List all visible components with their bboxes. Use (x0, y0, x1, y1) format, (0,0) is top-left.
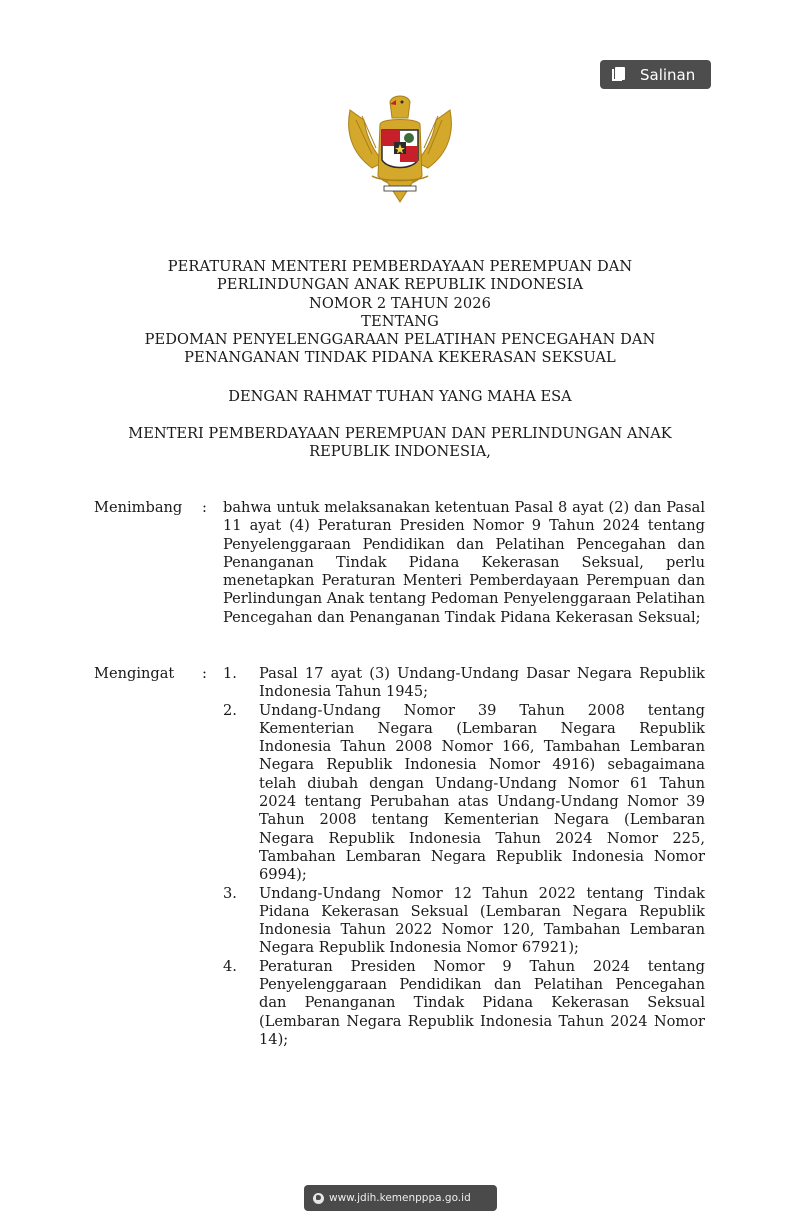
item-number: 4. (223, 957, 237, 975)
invocation: DENGAN RAHMAT TUHAN YANG MAHA ESA (228, 388, 572, 405)
mengingat-label: Mengingat (94, 665, 175, 682)
title-line: PENANGANAN TINDAK PIDANA KEKERASAN SEKSUAL (184, 349, 616, 367)
copy-badge-button[interactable] (600, 60, 711, 89)
title-line: NOMOR 2 TAHUN 2026 (308, 294, 492, 312)
item-text: Pasal 17 ayat (3) Undang-Undang Dasar Negara Republik Indonesia Tahun 1945; (259, 665, 705, 701)
menimbang-section (94, 499, 705, 627)
website-link-badge[interactable] (304, 1185, 497, 1211)
garuda-pancasila-emblem (342, 90, 458, 206)
title-line: PERLINDUNGAN ANAK REPUBLIK INDONESIA (216, 276, 584, 294)
item-text: Undang-Undang Nomor 39 Tahun 2008 tentang Kementerian Negara (Lembaran Negara Republik Indonesia Tahun 2008 Nomor 166, Tambahan Lembaran Negara Republik Indonesia Nomor 4916) sebagaimana telah diubah dengan Undang-Undang Nomor 61 Tahun 2024 tentang Perubahan atas Undang-Undang Nomor 39 Tahun 2008 tentang Kementerian Negara (Lembaran Negara Republik Indonesia Tahun 2024 Nomor 225, Tambahan Lembaran Negara Republik Indonesia Nomor 6994); (259, 701, 705, 884)
regulation-title (0, 258, 800, 368)
item-number: 2. (223, 701, 237, 719)
title-line: TENTANG (361, 312, 439, 330)
menimbang-text: bahwa untuk melaksanakan ketentuan Pasal 8 ayat (2) dan Pasal 11 ayat (4) Peraturan Presiden Nomor 9 Tahun 2024 tentang Penyelenggaraan Pendidikan dan Pelatihan Pencegahan dan Penanganan Tindak Pidana Kekerasan Seksual, perlu menetapkan Peraturan Menteri Pemberdayaan Perempuan dan Perlindungan Anak tentang Pedoman Penyelenggaraan Pelatihan Pencegahan dan Penanganan Tindak Pidana Kekerasan Seksual; (223, 499, 705, 626)
official-line: MENTERI PEMBERDAYAAN PEREMPUAN DAN PERLINDUNGAN ANAK (128, 425, 672, 442)
item-text: Peraturan Presiden Nomor 9 Tahun 2024 tentang Penyelenggaraan Pendidikan dan Pelatihan Pencegahan dan Penanganan Tindak Pidana Kekerasan Seksual (Lembaran Negara Republik Indonesia Tahun 2024 Nomor 14); (259, 957, 705, 1048)
mengingat-colon: : (202, 665, 207, 682)
list-item (223, 885, 705, 958)
issuing-official (0, 425, 800, 462)
website-link-label: www.jdih.kemenpppa.go.id (329, 1192, 471, 1204)
item-text: Undang-Undang Nomor 12 Tahun 2022 tentang Tindak Pidana Kekerasan Seksual (Lembaran Negara Republik Indonesia Tahun 2022 Nomor 120, Tambahan Lembaran Negara Republik Indonesia Nomor 67921); (259, 884, 705, 957)
list-item (223, 665, 705, 702)
mengingat-list (223, 665, 705, 1049)
mengingat-section (94, 665, 705, 1049)
title-line: PERATURAN MENTERI PEMBERDAYAAN PEREMPUAN DAN (167, 258, 633, 275)
item-number: 3. (223, 884, 237, 902)
item-number: 1. (223, 665, 237, 682)
copy-icon (612, 67, 628, 83)
globe-icon (313, 1193, 324, 1204)
menimbang-colon: : (202, 499, 207, 516)
title-line: PEDOMAN PENYELENGGARAAN PELATIHAN PENCEGAHAN DAN (144, 331, 656, 349)
list-item (223, 958, 705, 1049)
list-item (223, 702, 705, 885)
menimbang-label: Menimbang (94, 499, 183, 516)
official-line: REPUBLIK INDONESIA, (309, 443, 491, 461)
copy-badge-label: Salinan (640, 65, 696, 84)
